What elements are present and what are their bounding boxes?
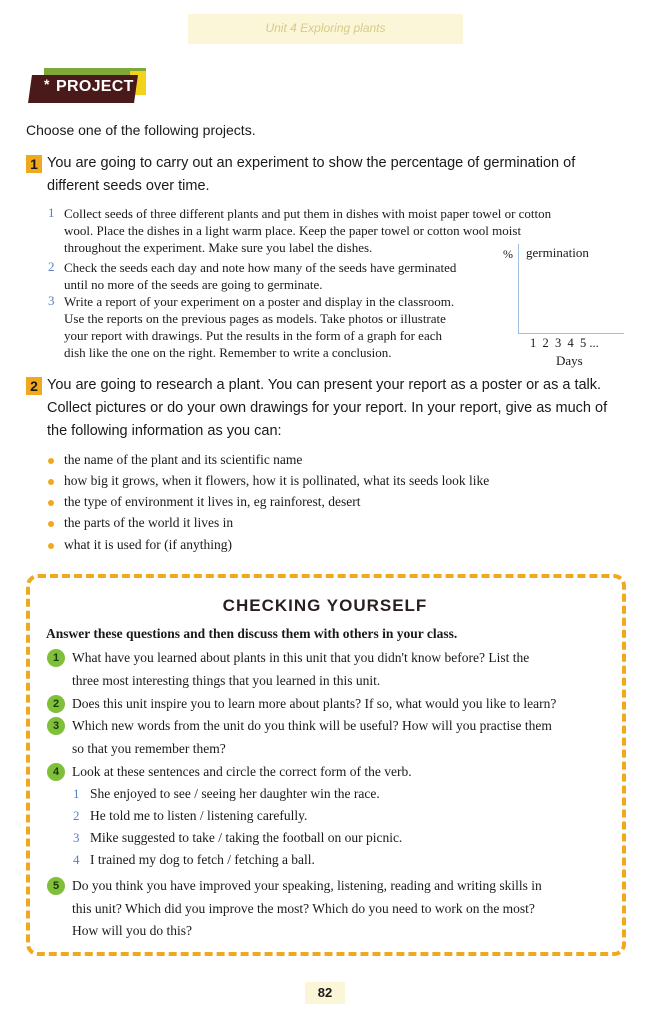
question-line: Does this unit inspire you to learn more about plants? If so, what would you like to learn? [72,696,557,711]
step-line: throughout the experiment. Make sure you label the dishes. [64,240,373,255]
bullet-dot [48,458,54,464]
question-line: this unit? Which did you improve the most? Which do you need to work on the most? [72,900,535,916]
project-1-text [47,152,575,198]
question-line: Do you think you have improved your speaking, listening, reading and writing skills in [72,878,542,893]
question-2 [72,693,612,716]
bullet-dot [48,500,54,506]
step-line: Check the seeds each day and note how many of the seeds have germinated [64,260,457,275]
step-number: 1 [48,205,55,220]
question-number-4: 4 [47,763,65,781]
project-2-line: Collect pictures or do your own drawings for your report. In your report, give as much of [47,400,608,416]
question-line: Look at these sentences and circle the correct form of the verb. [72,764,412,779]
step-line: dish like the one on the right. Remember to write a conclusion. [64,345,392,360]
graph-y-label: germination [526,245,589,260]
sub-question: He told me to listen / listening carefully. [90,808,308,823]
project-2-text [47,374,607,443]
graph-y-axis [518,244,519,334]
step-number: 3 [48,293,55,308]
step-line: until no more of the seeds are going to germinate. [64,277,323,292]
page-number: 82 [305,982,345,1004]
checking-yourself-title: CHECKING YOURSELF [222,596,428,615]
question-number-5: 5 [47,877,65,895]
question-line: three most interesting things that you learned in this unit. [72,672,381,688]
question-4 [72,761,612,784]
sub-question-number: 1 [73,786,80,801]
question-number-2: 2 [47,695,65,713]
project-1-line: You are going to carry out an experiment to show the percentage of germination of [47,155,576,171]
sub-question-number: 3 [73,830,80,845]
bullet-dot [48,479,54,485]
step-line: your report with drawings. Put the results in the form of a graph for each [64,328,442,343]
step-number: 2 [48,259,55,274]
unit-title: Unit 4 Exploring plants [265,21,386,35]
sub-question: I trained my dog to fetch / fetching a ball. [90,852,315,867]
project-badge-label: PROJECT [56,78,134,95]
sub-question: She enjoyed to see / seeing her daughter win the race. [90,786,380,801]
step-line: Write a report of your experiment on a poster and display in the classroom. [64,294,455,309]
project-2-line: the following information as you can: [47,423,282,439]
project-intro: Choose one of the following projects. [26,122,256,138]
bullet-dot [48,543,54,549]
unit-header-band [188,14,463,44]
step-line: wool. Place the dishes in a light warm place. Keep the paper towel or cotton wool moist [64,223,522,238]
info-bullet-item: the type of environment it lives in, eg rainforest, desert [64,494,361,509]
bullet-dot [48,521,54,527]
project-1-line: different seeds over time. [47,178,210,194]
graph-y-unit: % [503,247,513,261]
graph-x-label: Days [556,353,583,368]
project-number-2: 2 [26,377,42,395]
sub-question-number: 4 [73,852,80,867]
checking-yourself-subtitle: Answer these questions and then discuss them with others in your class. [46,626,458,641]
question-number-1: 1 [47,649,65,667]
star-icon: * [44,76,50,92]
question-1 [72,647,612,692]
question-line: How will you do this? [72,923,192,938]
question-line: so that you remember them? [72,740,226,756]
project-1-step-1 [64,205,551,256]
sub-question-number: 2 [73,808,80,823]
sub-question: Mike suggested to take / taking the football on our picnic. [90,830,403,845]
project-2-line: You are going to research a plant. You can present your report as a poster or as a talk. [47,377,602,393]
project-1-step-2 [64,259,456,293]
question-5 [72,875,612,943]
info-bullet-item: what it is used for (if anything) [64,537,232,552]
project-badge [30,68,146,103]
question-3 [72,715,612,760]
info-bullet-item: the parts of the world it lives in [64,515,234,530]
question-line: Which new words from the unit do you think will be useful? How will you practise them [72,718,552,733]
info-bullet-item: how big it grows, when it flowers, how it is pollinated, what its seeds look like [64,473,490,488]
graph-x-ticks: 1 2 3 4 5 ... [530,336,599,350]
step-line: Collect seeds of three different plants and put them in dishes with moist paper towel or cotton [64,206,552,221]
question-number-3: 3 [47,717,65,735]
info-bullet-item: the name of the plant and its scientific name [64,452,303,467]
graph-x-axis [518,333,624,334]
question-line: What have you learned about plants in this unit that you didn't know before? List the [72,650,530,665]
project-number-1: 1 [26,155,42,173]
step-line: Use the reports on the previous pages as models. Take photos or illustrate [64,311,446,326]
project-1-step-3 [64,293,454,361]
